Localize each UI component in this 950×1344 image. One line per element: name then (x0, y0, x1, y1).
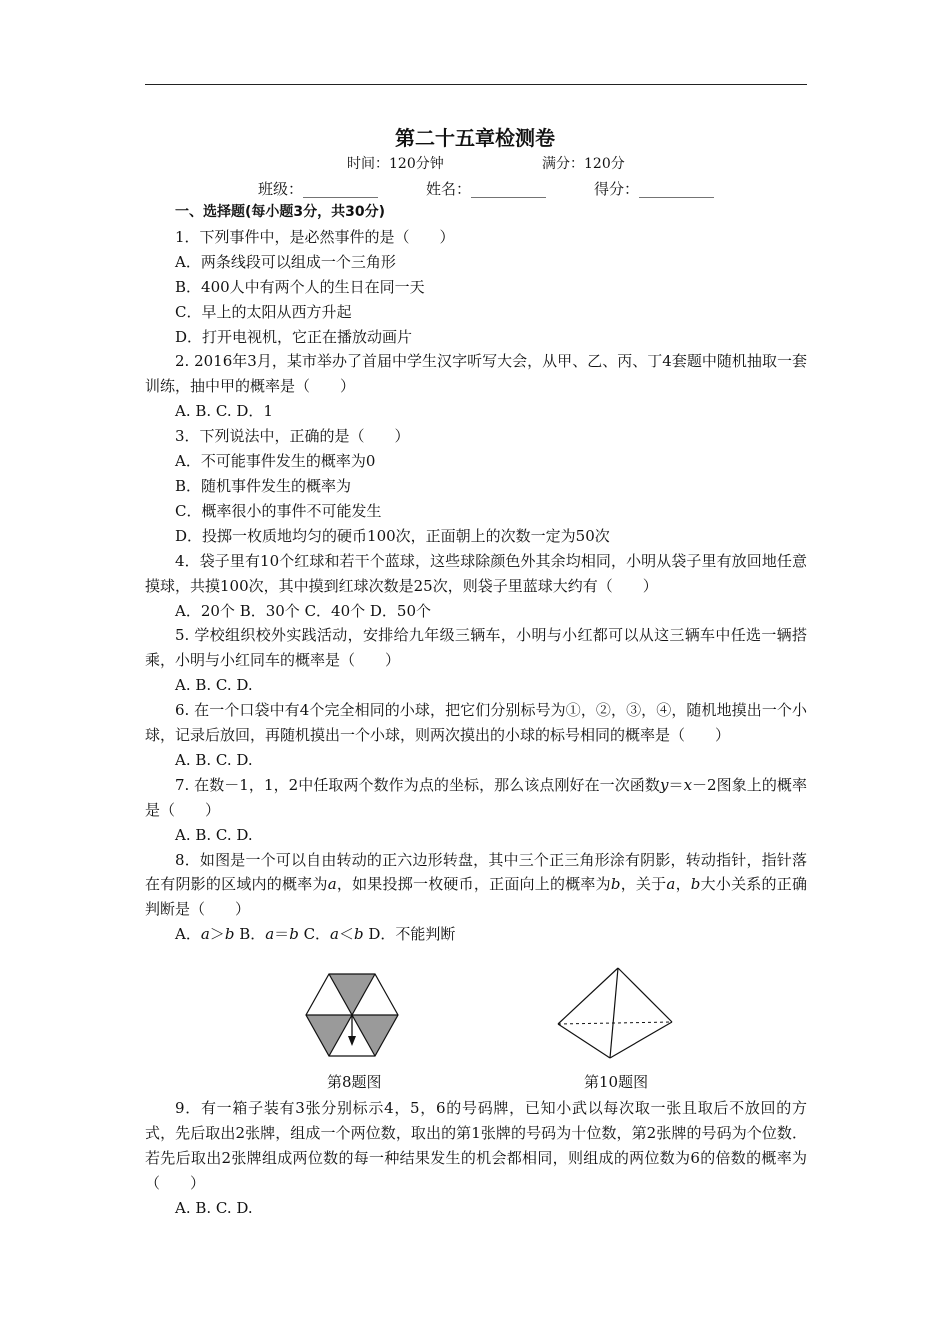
q8-stem-part: ，如果投掷一枚硬币，正面向上的概率为 (336, 875, 611, 894)
q3-stem: 3．下列说法中，正确的是（ ） (175, 427, 410, 446)
q8-var-a: a (200, 925, 210, 944)
tetrahedron-hidden-edge (558, 1022, 672, 1024)
q8-options (145, 922, 807, 947)
q6-stem: 6. 在一个口袋中有4个完全相同的小球，把它们分别标号为①，②，③，④，随机地摸出一个小球，记录后放回，再随机摸出一个小球，则两次摸出的小球的标号相同的概率是（ ） (145, 701, 807, 745)
q7-equals: ＝ (668, 775, 684, 794)
tetrahedron-edges (558, 968, 672, 1058)
q7-var-x: x (683, 775, 693, 794)
q5-stem: 5. 学校组织校外实践活动，安排给九年级三辆车，小明与小红都可以从这三辆车中任选一辆搭乘，小明与小红同车的概率是（ ） (145, 626, 807, 670)
figure-8-caption: 第8题图 (327, 1073, 382, 1091)
q8-opt-label: B． (234, 925, 266, 944)
q8-var-a: a (327, 875, 337, 894)
q8-stem-part: 大小关系的正确判断是（ ） (145, 875, 807, 919)
q8-var-b: b (224, 925, 235, 944)
figure-8-hexagon-spinner (298, 968, 406, 1062)
q1-option-d: D．打开电视机，它正在播放动画片 (175, 327, 413, 346)
q8-stem-part: ， (675, 875, 691, 894)
questions-part-2 (145, 1096, 807, 1221)
q8-var-b: b (610, 875, 621, 894)
figure-10-caption: 第10题图 (584, 1073, 649, 1091)
q8-var-a: a (330, 925, 339, 944)
q9-options: A. B. C. D. (175, 1198, 253, 1217)
q7-stem (145, 773, 807, 823)
q8-var-a: a (666, 875, 676, 894)
q7-var-y: y (659, 775, 669, 794)
q8-opt-d: D．不能判断 (363, 925, 456, 944)
figure-10-tetrahedron (552, 964, 676, 1064)
q8-stem (145, 848, 807, 923)
q7-stem-start: 7. 在数－1，1，2中任取两个数作为点的坐标，那么该点刚好在一次函数 (175, 775, 660, 794)
q4-options: A．20个 B．30个 C．40个 D．50个 (175, 601, 432, 620)
q8-op: ＞ (209, 925, 225, 944)
page-title: 第二十五章检测卷 (395, 126, 555, 150)
class-field: 班级：__________ (258, 180, 379, 198)
q8-stem-part: 8．如图是一个可以自由转动的正六边形转盘，其中三个正三角形涂有阴影，转动指针，指针落在有阴影的区域内的概率为 (145, 850, 807, 894)
exam-full-score: 满分：120分 (542, 156, 625, 172)
q8-opt-label: C． (298, 925, 331, 944)
q8-stem-part: ，关于 (620, 875, 667, 894)
q2-options: A. B. C. D．1 (175, 402, 273, 421)
q3-option-b: B．随机事件发生的概率为 (175, 476, 352, 495)
q8-op: ＜ (339, 925, 355, 944)
q7-stem-end: －2图象上的概率是（ ） (145, 775, 807, 819)
q8-op: ＝ (274, 925, 290, 944)
q5-options: A. B. C. D. (175, 676, 253, 695)
q6-options: A. B. C. D. (175, 750, 253, 769)
q3-option-d: D．投掷一枚质地均匀的硬币100次，正面朝上的次数一定为50次 (175, 526, 610, 545)
q1-option-b: B．400人中有两个人的生日在同一天 (175, 277, 425, 296)
q8-var-b: b (289, 925, 299, 944)
q8-var-a: a (265, 925, 275, 944)
q1-option-c: C．早上的太阳从西方升起 (175, 302, 352, 321)
questions-part-1 (145, 200, 807, 947)
q8-var-b: b (690, 875, 701, 894)
name-field: 姓名：__________ (426, 180, 547, 198)
q3-option-c: C．概率很小的事件不可能发生 (175, 501, 382, 520)
q7-options: A. B. C. D. (175, 825, 253, 844)
q8-opt-label: A． (175, 925, 201, 944)
section-heading: 一、选择题(每小题3分，共30分) (175, 204, 386, 220)
q2-stem: 2. 2016年3月，某市举办了首届中学生汉字听写大会，从甲、乙、丙、丁4套题中随机抽取一套训练，抽中甲的概率是（ ） (145, 352, 807, 396)
q1-stem: 1．下列事件中，是必然事件的是（ ） (175, 227, 455, 246)
q4-stem: 4．袋子里有10个红球和若干个蓝球，这些球除颜色外其余均相同，小明从袋子里有放回地任意摸球，共摸100次，其中摸到红球次数是25次，则袋子里蓝球大约有（ ） (145, 551, 807, 595)
score-field: 得分：__________ (594, 180, 715, 198)
q8-var-b: b (354, 925, 364, 944)
top-rule (145, 84, 807, 85)
q9-stem: 9．有一箱子装有3张分别标示4，5，6的号码牌，已知小武以每次取一张且取后不放回的方式，先后取出2张牌，组成一个两位数，取出的第1张牌的号码为十位数，第2张牌的号码为个位数．若先后取出2张牌组成两位数的每一种结果发生的机会都相同，则组成的两位数为6的倍数的概率为（ ） (145, 1099, 807, 1192)
q1-option-a: A．两条线段可以组成一个三角形 (175, 252, 396, 271)
exam-time: 时间：120分钟 (347, 156, 444, 172)
q3-option-a: A．不可能事件发生的概率为0 (175, 452, 376, 471)
